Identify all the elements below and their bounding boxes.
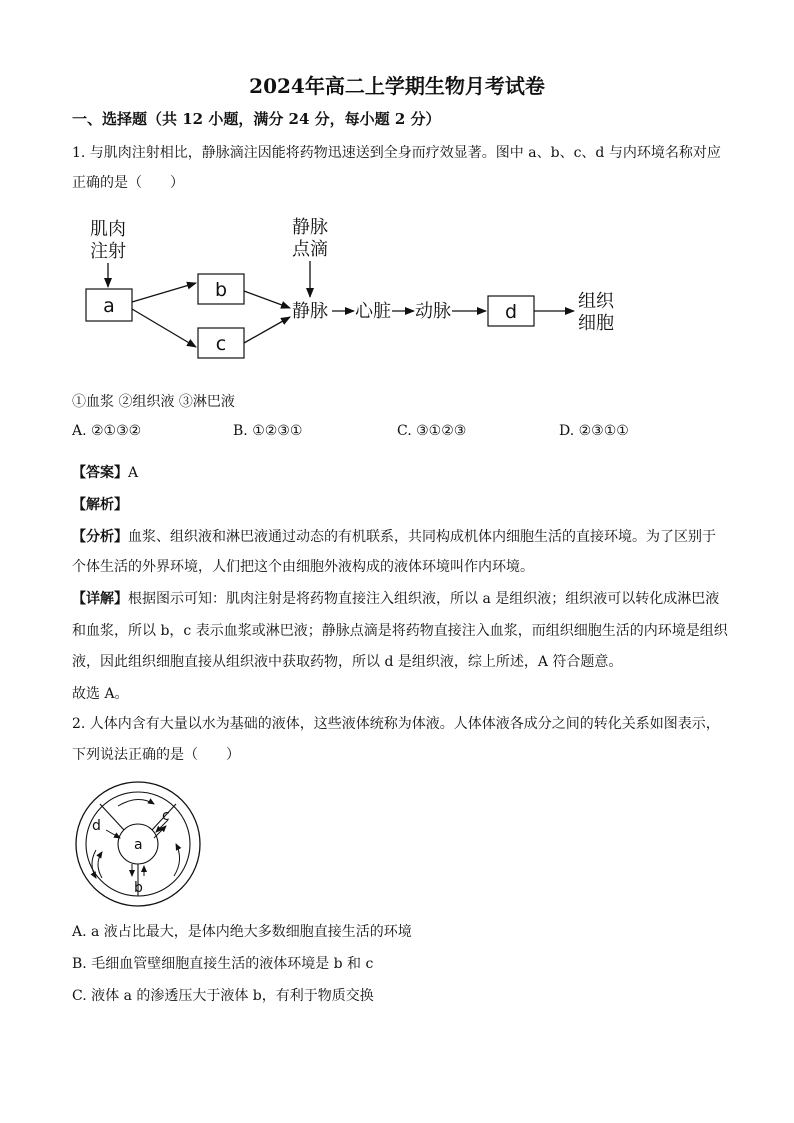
q1-xiangjie-line2: 和血浆，所以 b，c 表示血浆或淋巴液；静脉点滴是将药物直接注入血浆，而组织细胞生活的内环境是组织: [72, 623, 728, 639]
fenxi-label: 【分析】: [72, 529, 128, 545]
artery-label: 动脉: [415, 301, 451, 322]
label-c: c: [162, 808, 170, 824]
q2-option-c: C. 液体 a 的渗透压大于液体 b，有利于物质交换: [72, 988, 374, 1004]
q1-option-d: D. ②③①①: [559, 423, 629, 439]
answer-value: A: [128, 465, 139, 481]
q2-option-a: A. a 液占比最大，是体内绝大多数细胞直接生活的环境: [72, 924, 412, 940]
page-title: 2024年高二上学期生物月考试卷: [249, 74, 545, 98]
muscle-inject-label-1: 肌肉: [90, 219, 126, 240]
box-c-label: c: [215, 333, 227, 355]
arrow-a-to-b: [132, 283, 196, 302]
tissue-cell-label-2: 细胞: [578, 313, 614, 334]
q1-analysis-heading: [72, 494, 128, 514]
heart-label: 心脏: [355, 301, 391, 322]
arrow-d-to-a: [106, 830, 120, 838]
box-d-label: d: [504, 301, 518, 323]
q2-stem-line1: 2. 人体内含有大量以水为基础的液体，这些液体统称为体液。人体体液各成分之间的转化关系如图表示，: [72, 716, 720, 732]
q1-xiangjie-line3: 液，因此组织细胞直接从组织液中获取药物，所以 d 是组织液，综上所述，A 符合题意。: [72, 654, 623, 670]
iv-drip-label-2: 点滴: [292, 239, 328, 260]
q2-option-b: B. 毛细血管壁细胞直接生活的液体环境是 b 和 c: [72, 956, 374, 972]
label-b: b: [134, 880, 143, 896]
q1-stem-line2: 正确的是（ ）: [72, 175, 184, 191]
q2-body-fluid-diagram: [70, 780, 210, 910]
q1-option-c: C. ③①②③: [397, 423, 467, 439]
section-heading: 一、选择题（共 12 小题，满分 24 分，每小题 2 分）: [72, 110, 441, 128]
q1-conclusion: 故选 A。: [72, 686, 129, 702]
analysis-label: 【解析】: [72, 497, 128, 513]
q1-fenxi-line1: [72, 526, 716, 546]
q1-xiangjie-line1: [72, 588, 719, 608]
label-d: d: [92, 818, 101, 834]
q1-stem-line1: 1. 与肌肉注射相比，静脉滴注因能将药物迅速送到全身而疗效显著。图中 a、b、c、d 与内环境名称对应: [72, 145, 721, 161]
q1-option-a: A. ②①③②: [72, 423, 142, 439]
q1-option-b: B. ①②③①: [233, 423, 303, 439]
box-a-label: a: [103, 295, 115, 317]
vein-label: 静脉: [292, 301, 328, 322]
arrow-c-to-vein: [244, 317, 290, 343]
divider-left: [100, 804, 124, 830]
arrow-top-arc: [118, 799, 154, 806]
muscle-inject-label-2: 注射: [90, 241, 126, 262]
arrow-b-to-vein: [244, 291, 290, 308]
iv-drip-label-1: 静脉: [292, 217, 328, 238]
q1-legend: ①血浆 ②组织液 ③淋巴液: [72, 394, 235, 410]
fenxi-text-1: 血浆、组织液和淋巴液通过动态的有机联系，共同构成机体内细胞生活的直接环境。为了区别于: [128, 529, 716, 545]
tissue-cell-label-1: 组织: [578, 291, 614, 312]
q2-stem-line2: 下列说法正确的是（ ）: [72, 747, 240, 763]
xiangjie-label: 【详解】: [72, 591, 128, 607]
xiangjie-text-1: 根据图示可知：肌肉注射是将药物直接注入组织液，所以 a 是组织液；组织液可以转化成淋巴液: [128, 591, 720, 607]
box-b-label: b: [214, 279, 228, 301]
arrow-left-arc-up: [98, 852, 102, 878]
arrow-right-arc: [174, 844, 180, 876]
q1-answer: [72, 462, 138, 482]
q1-fenxi-line2: 个体生活的外界环境，人们把这个由细胞外液构成的液体环境叫作内环境。: [72, 559, 534, 575]
label-a: a: [134, 837, 143, 853]
arrow-a-to-c: [132, 309, 196, 347]
q1-flow-diagram: [70, 205, 670, 375]
answer-label: 【答案】: [72, 465, 128, 481]
